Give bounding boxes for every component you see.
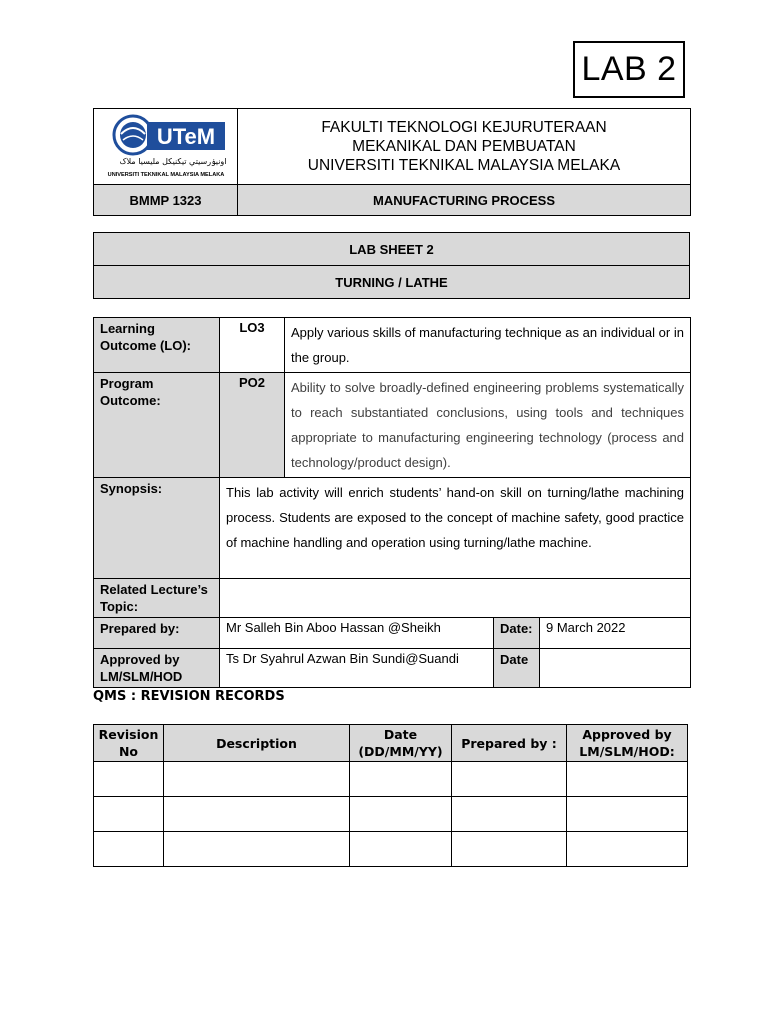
table-cell — [452, 762, 567, 797]
lo-label: Learning Outcome (LO): — [94, 318, 220, 373]
col-header-description: Description — [164, 725, 350, 762]
po-label: Program Outcome: — [94, 373, 220, 478]
faculty-name-line-1: FAKULTI TEKNOLOGI KEJURUTERAAN — [321, 119, 607, 136]
university-logo — [94, 109, 238, 185]
course-code: BMMP 1323 — [94, 185, 238, 216]
col-header-prepared-by: Prepared by : — [452, 725, 567, 762]
table-cell — [94, 832, 164, 867]
table-cell — [164, 797, 350, 832]
table-cell — [350, 762, 452, 797]
qms-title: QMS : REVISION RECORDS — [93, 689, 285, 704]
table-row — [94, 797, 688, 832]
table-cell — [350, 832, 452, 867]
col-header-revision-no: Revision No — [94, 725, 164, 762]
prepared-by-value: Mr Salleh Bin Aboo Hassan @Sheikh — [220, 618, 494, 649]
prepared-date-label: Date: — [494, 618, 540, 649]
prepared-date-value: 9 March 2022 — [540, 618, 691, 649]
table-cell — [350, 797, 452, 832]
course-info-table — [93, 317, 691, 688]
table-cell — [452, 797, 567, 832]
po-text: Ability to solve broadly-defined engineering problems systematically to reach substantiated conclusions, using tools and techniques appropriate to manufacturing engineering technology (process and technology/product design). — [285, 373, 691, 478]
col-header-approved-by: Approved by LM/SLM/HOD: — [567, 725, 688, 762]
faculty-title-block — [238, 109, 691, 185]
approved-date-value — [540, 649, 691, 688]
table-cell — [567, 832, 688, 867]
table-row — [94, 832, 688, 867]
faculty-header-table — [93, 108, 691, 216]
table-cell — [567, 797, 688, 832]
logo-wordmark: UTeM — [156, 124, 215, 149]
lo-text: Apply various skills of manufacturing technique as an individual or in the group. — [285, 318, 691, 373]
faculty-name-line-2: MEKANIKAL DAN PEMBUATAN — [352, 138, 576, 155]
lab-sheet-title: LAB SHEET 2 — [94, 233, 690, 266]
lo-code: LO3 — [220, 318, 285, 373]
table-cell — [452, 832, 567, 867]
lab-sheet-table — [93, 232, 690, 299]
table-cell — [94, 797, 164, 832]
related-topic-value — [220, 579, 691, 618]
synopsis-text: This lab activity will enrich students’ hand-on skill on turning/lathe machining process. Students are exposed to the concept of machine safety, good practice of machine handling and operation using turning/lathe machine. — [220, 478, 691, 579]
table-cell — [164, 762, 350, 797]
course-name: MANUFACTURING PROCESS — [238, 185, 691, 216]
utem-logo-icon — [103, 110, 229, 178]
logo-caption: UNIVERSITI TEKNIKAL MALAYSIA MELAKA — [107, 172, 224, 178]
prepared-by-label: Prepared by: — [94, 618, 220, 649]
approved-by-value: Ts Dr Syahrul Azwan Bin Sundi@Suandi — [220, 649, 494, 688]
university-name: UNIVERSITI TEKNIKAL MALAYSIA MELAKA — [307, 157, 621, 174]
related-topic-label: Related Lecture’s Topic: — [94, 579, 220, 618]
table-cell — [567, 762, 688, 797]
approved-by-label: Approved by LM/SLM/HOD — [94, 649, 220, 688]
table-cell — [164, 832, 350, 867]
approved-date-label: Date — [494, 649, 540, 688]
revision-records-table — [93, 724, 688, 867]
col-header-date: Date (DD/MM/YY) — [350, 725, 452, 762]
logo-jawi-text: اونيۏرسيتي تيكنيکل مليسيا ملاک — [118, 157, 227, 166]
lab-sheet-topic: TURNING / LATHE — [94, 266, 690, 299]
table-cell — [94, 762, 164, 797]
synopsis-label: Synopsis: — [94, 478, 220, 579]
table-row — [94, 762, 688, 797]
lab-number-label: LAB 2 — [573, 41, 685, 98]
po-code: PO2 — [220, 373, 285, 478]
